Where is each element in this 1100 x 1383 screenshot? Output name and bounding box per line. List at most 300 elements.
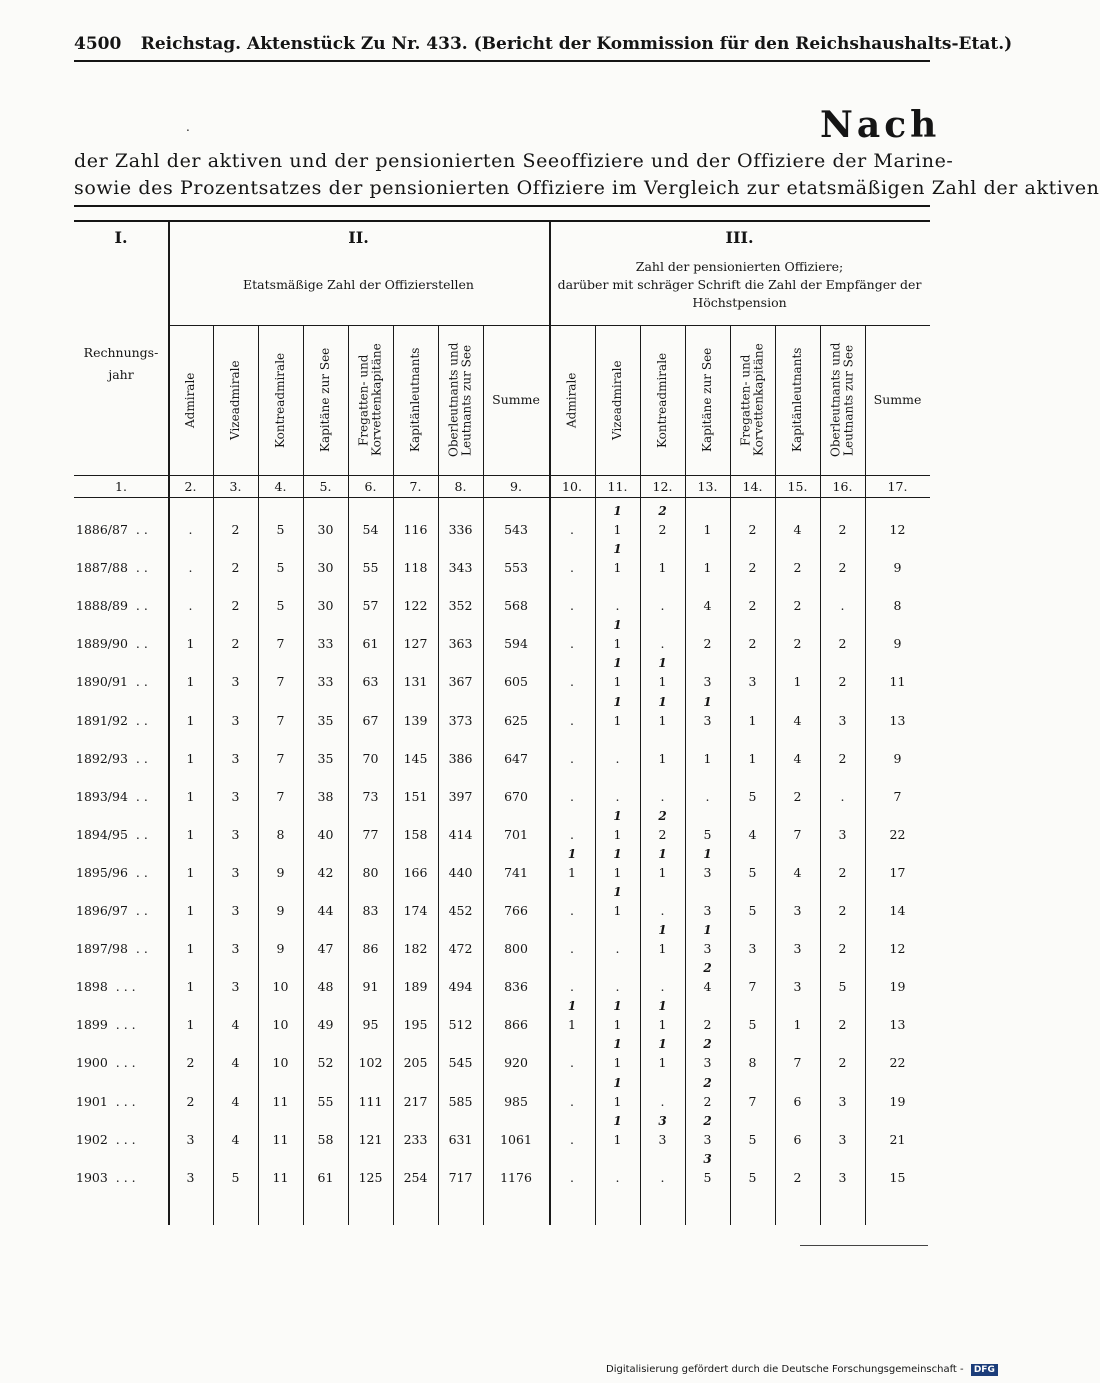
max-pension-count: 1: [658, 846, 667, 861]
table-cell: 30: [317, 522, 334, 537]
page-rule: [74, 60, 930, 62]
col-number: 8.: [454, 479, 467, 494]
table-cell: 6: [793, 1131, 802, 1147]
table-cell: 2: [838, 1017, 847, 1033]
footer-text: Digitalisierung gefördert durch die Deutsche Forschungsgemeinschaft -: [606, 1364, 964, 1375]
table-cell: 10: [272, 1017, 289, 1033]
table-cell: 8: [276, 826, 285, 842]
table-cell: 21: [889, 1131, 906, 1147]
table-cell: 472: [448, 941, 473, 957]
table-cell: 1: [186, 750, 195, 766]
table-cell: .: [570, 636, 574, 652]
table-cell: 4: [231, 1093, 240, 1109]
max-pension-count: 1: [658, 923, 667, 938]
table-cell: 2: [838, 674, 847, 690]
table-cell: 414: [448, 826, 473, 842]
col-number: 4.: [274, 479, 287, 494]
table-cell: 14: [889, 903, 906, 918]
column-rule: [303, 325, 304, 1225]
table-cell: 1: [568, 1017, 576, 1033]
row-year: [76, 522, 164, 537]
max-pension-count: 1: [613, 846, 622, 861]
table-cell: 670: [504, 788, 528, 804]
col-header: Vizeadmirale: [228, 360, 242, 440]
table-cell: 15: [889, 1169, 906, 1185]
max-pension-count: 3: [658, 1113, 667, 1128]
table-cell: 35: [317, 712, 334, 728]
column-rule: [595, 325, 596, 1225]
table-cell: 1: [186, 712, 195, 728]
table-cell: .: [570, 522, 574, 537]
table-cell: 6: [793, 1093, 802, 1109]
table-cell: 2: [231, 522, 240, 537]
table-cell: 363: [448, 636, 473, 652]
table-cell: 3: [658, 1131, 667, 1147]
table-cell: .: [570, 788, 574, 804]
table-cell: 594: [504, 636, 528, 652]
table-cell: .: [660, 1169, 665, 1185]
table-cell: .: [660, 598, 665, 614]
table-cell: 3: [703, 903, 712, 918]
table-cell: 2: [838, 522, 847, 537]
table-cell: 1: [658, 674, 667, 690]
row-year: [76, 713, 164, 728]
col-number: 7.: [409, 479, 422, 494]
table-cell: .: [570, 1169, 574, 1185]
table-cell: 3: [703, 1131, 712, 1147]
table-cell: 3: [748, 941, 757, 957]
year-label: 1890/91: [76, 674, 128, 690]
row-year: [76, 751, 164, 766]
row-year: [76, 827, 164, 842]
table-cell: 2: [703, 636, 712, 652]
max-pension-count: 3: [703, 1151, 712, 1166]
table-cell: 38: [317, 788, 334, 804]
table-cell: 91: [362, 979, 379, 995]
table-cell: 139: [403, 712, 428, 728]
big-title: Nach: [820, 104, 941, 146]
table-cell: 3: [838, 826, 847, 842]
year-label: 1903: [76, 1169, 108, 1185]
table-cell: 205: [403, 1055, 428, 1071]
table-cell: 54: [362, 522, 379, 537]
year-label: 1892/93: [76, 750, 128, 766]
table-cell: 1: [793, 674, 802, 690]
table-cell: 7: [748, 979, 757, 995]
table-cell: 40: [317, 826, 334, 842]
group-header-etat: Etatsmäßige Zahl der Offizierstellen: [243, 277, 474, 292]
table-cell: 9: [893, 636, 902, 652]
table-top-rule: [74, 220, 930, 222]
table-cell: 3: [793, 903, 802, 918]
table-cell: 1: [658, 1055, 667, 1071]
table-cell: 5: [748, 1169, 757, 1185]
table-cell: 131: [403, 674, 428, 690]
table-cell: 2: [748, 560, 757, 576]
table-cell: 145: [403, 750, 428, 766]
row-year: [76, 1055, 164, 1070]
table-cell: 2: [838, 560, 847, 576]
year-leader-dots: . . .: [107, 1169, 136, 1185]
table-cell: 3: [703, 1055, 712, 1071]
col-number: 15.: [787, 479, 808, 494]
table-cell: 397: [448, 788, 473, 804]
table-cell: 13: [889, 1017, 906, 1033]
table-cell: 4: [703, 979, 712, 995]
table-cell: 5: [703, 826, 712, 842]
year-label: 1887/88: [76, 560, 128, 576]
col-number: 10.: [562, 479, 582, 494]
table-cell: 102: [358, 1055, 383, 1071]
col-number: 6.: [364, 479, 377, 494]
table-cell: 182: [403, 941, 428, 957]
table-cell: .: [570, 979, 574, 995]
col-header: Kontreadmirale: [655, 352, 669, 448]
max-pension-count: 1: [613, 885, 622, 899]
table-cell: 1: [658, 1017, 667, 1033]
col-header: Kontreadmirale: [273, 352, 287, 448]
table-cell: .: [615, 941, 620, 957]
col-number-rule-top: [74, 475, 930, 476]
year-label: 1888/89: [76, 598, 128, 614]
table-cell: .: [660, 1093, 665, 1109]
year-leader-dots: . . .: [107, 1055, 136, 1071]
table-cell: 2: [748, 522, 757, 537]
table-cell: .: [188, 522, 193, 537]
col-number: 3.: [229, 479, 242, 494]
max-pension-count: 1: [658, 1037, 667, 1052]
table-cell: 55: [317, 1093, 334, 1109]
year-label: 1893/94: [76, 788, 128, 804]
table-cell: 5: [231, 1169, 240, 1185]
row-year: [76, 560, 164, 575]
max-pension-count: 1: [613, 999, 622, 1014]
table-cell: 545: [448, 1055, 473, 1071]
table-cell: 1: [568, 864, 576, 880]
year-leader-dots: . .: [127, 750, 148, 766]
max-pension-count: 1: [613, 1113, 622, 1128]
column-rule: [348, 325, 349, 1225]
table-cell: 3: [186, 1131, 195, 1147]
table-cell: .: [660, 788, 665, 804]
max-pension-count: 2: [703, 1113, 712, 1128]
table-cell: 741: [504, 864, 528, 880]
year-label: 1896/97: [76, 903, 128, 918]
table-cell: 9: [276, 941, 285, 957]
table-cell: .: [570, 712, 574, 728]
table-cell: 70: [362, 750, 379, 766]
year-label: 1894/95: [76, 826, 128, 842]
table-cell: 233: [403, 1131, 428, 1147]
max-pension-count: 1: [613, 656, 622, 671]
table-cell: 52: [317, 1055, 334, 1071]
table-cell: 1: [186, 674, 195, 690]
table-cell: 127: [403, 636, 428, 652]
table-cell: 254: [403, 1169, 428, 1185]
section-numeral: I.: [114, 228, 128, 247]
max-pension-count: 1: [613, 618, 622, 633]
bottom-short-rule: [800, 1245, 928, 1246]
stray-dot: .: [186, 120, 190, 134]
year-label: 1898: [76, 979, 108, 995]
table-cell: 2: [748, 598, 757, 614]
max-pension-count: 2: [658, 808, 667, 823]
table-cell: 7: [276, 636, 285, 652]
table-cell: 122: [403, 598, 428, 614]
table-cell: 3: [838, 1131, 847, 1147]
table-cell: 512: [448, 1017, 473, 1033]
max-pension-count: 1: [613, 808, 622, 823]
table-cell: 30: [317, 560, 334, 576]
column-rule: [393, 325, 394, 1225]
table-cell: 118: [403, 560, 428, 576]
column-rule: [775, 325, 776, 1225]
table-cell: 8: [893, 598, 902, 614]
max-pension-count: 1: [658, 656, 667, 671]
max-pension-count: 1: [613, 1037, 622, 1052]
subtitle-line-1: der Zahl der aktiven und der pensionierten Seeoffiziere und der Offiziere der Marine-: [74, 150, 954, 172]
max-pension-count: 1: [613, 694, 622, 709]
dfg-logo: DFG: [971, 1364, 998, 1376]
table-cell: 4: [793, 522, 802, 537]
table-cell: .: [660, 636, 665, 652]
table-cell: 11: [272, 1169, 289, 1185]
table-cell: 1: [186, 864, 195, 880]
table-cell: 9: [893, 560, 902, 576]
row-year: [76, 1017, 164, 1032]
col-header-summe: Summe: [873, 392, 922, 407]
table-cell: 3: [231, 864, 240, 880]
table-cell: .: [570, 674, 574, 690]
running-head-text: Reichstag. Aktenstück Zu Nr. 433. (Bericht der Kommission für den Reichshaushalts-Etat.): [140, 34, 1013, 54]
table-cell: 1: [703, 560, 712, 576]
col-number: 13.: [697, 479, 718, 494]
year-column-header: Rechnungs- jahr: [83, 345, 159, 382]
table-cell: 42: [317, 864, 334, 880]
table-cell: 1: [613, 560, 622, 576]
table-cell: 57: [362, 598, 379, 614]
table-cell: 4: [793, 864, 802, 880]
table-cell: 1061: [500, 1131, 532, 1147]
max-pension-count: 1: [567, 999, 577, 1014]
table-cell: 3: [838, 712, 847, 728]
table-cell: 585: [448, 1093, 473, 1109]
table-cell: 4: [231, 1017, 240, 1033]
table-cell: 3: [231, 712, 240, 728]
table-cell: 1: [186, 826, 195, 842]
col-header: Kapitänleutnants: [790, 347, 804, 453]
year-label: 1899: [76, 1017, 108, 1033]
year-label: 1897/98: [76, 941, 128, 957]
table-cell: 121: [358, 1131, 383, 1147]
col-header: Admirale: [183, 372, 197, 428]
table-cell: 373: [448, 712, 473, 728]
table-cell: 7: [276, 750, 285, 766]
year-leader-dots: . . .: [107, 1131, 136, 1147]
table-cell: 151: [403, 788, 428, 804]
max-pension-count: 1: [658, 999, 667, 1014]
column-rule: [685, 325, 686, 1225]
table-cell: 125: [358, 1169, 383, 1185]
table-cell: 3: [231, 979, 240, 995]
year-label: 1895/96: [76, 864, 128, 880]
table-cell: 8: [748, 1055, 757, 1071]
column-rule: [483, 325, 484, 1225]
table-cell: 1: [613, 674, 622, 690]
section-numeral: III.: [725, 228, 754, 247]
year-leader-dots: . .: [127, 903, 148, 918]
table-cell: 189: [403, 979, 428, 995]
table-cell: 11: [272, 1131, 289, 1147]
table-cell: 2: [793, 1169, 802, 1185]
table-cell: 1: [658, 941, 667, 957]
table-cell: 605: [504, 674, 528, 690]
table-cell: 336: [448, 522, 473, 537]
col-number-rule-bottom: [74, 497, 930, 498]
table-cell: 3: [231, 826, 240, 842]
table-cell: .: [615, 750, 620, 766]
table-cell: 2: [838, 636, 847, 652]
table-cell: 55: [362, 560, 379, 576]
max-pension-count: 1: [703, 694, 712, 709]
table-cell: 1: [613, 1131, 622, 1147]
table-cell: 2: [658, 826, 667, 842]
table-cell: 386: [448, 750, 473, 766]
table-cell: .: [570, 1055, 574, 1071]
row-year: [76, 1094, 164, 1109]
table-cell: .: [840, 598, 845, 614]
table-cell: 11: [889, 674, 906, 690]
table-cell: 1: [613, 903, 622, 918]
column-rule: [213, 325, 214, 1225]
table-cell: 625: [504, 712, 528, 728]
col-header-summe: Summe: [492, 392, 540, 407]
table-cell: 766: [504, 903, 528, 918]
table-cell: 5: [748, 864, 757, 880]
table-cell: 367: [448, 674, 473, 690]
table-cell: 49: [317, 1017, 334, 1033]
table-cell: 1: [613, 826, 622, 842]
table-cell: 7: [748, 1093, 757, 1109]
col-number: 17.: [887, 479, 908, 494]
table-cell: 553: [504, 560, 528, 576]
max-pension-count: 1: [613, 542, 622, 557]
table-cell: 866: [504, 1017, 528, 1033]
table-cell: 67: [362, 712, 379, 728]
table-cell: 1: [613, 1055, 622, 1071]
table-cell: 2: [748, 636, 757, 652]
max-pension-count: 2: [703, 1037, 712, 1052]
table-cell: 4: [231, 1131, 240, 1147]
table-cell: 7: [276, 712, 285, 728]
table-cell: 800: [504, 941, 528, 957]
table-cell: 3: [838, 1093, 847, 1109]
table-cell: .: [570, 903, 574, 918]
table-cell: 73: [362, 788, 379, 804]
table-cell: 2: [838, 941, 847, 957]
table-cell: 2: [793, 560, 802, 576]
table-cell: 3: [838, 1169, 847, 1185]
table-cell: 543: [504, 522, 528, 537]
table-cell: 2: [838, 864, 847, 880]
table-cell: 568: [504, 598, 528, 614]
table-cell: 1: [186, 979, 195, 995]
table-cell: 1: [613, 1093, 622, 1109]
table-cell: 2: [703, 1017, 712, 1033]
year-leader-dots: . .: [127, 788, 148, 804]
col-number: 16.: [832, 479, 853, 494]
table-cell: 1: [793, 1017, 802, 1033]
table-cell: 35: [317, 750, 334, 766]
running-head: [74, 34, 1013, 54]
table-cell: 5: [748, 1017, 757, 1033]
year-leader-dots: . .: [127, 941, 148, 957]
table-cell: 3: [231, 788, 240, 804]
col-header: Kapitäne zur See: [700, 347, 714, 453]
column-rule: [258, 325, 259, 1225]
table-cell: 452: [448, 903, 473, 918]
table-cell: 717: [448, 1169, 473, 1185]
col-header: Kapitänleutnants: [408, 347, 422, 453]
table-cell: 13: [889, 712, 906, 728]
table-cell: 1: [658, 712, 667, 728]
max-pension-count: 2: [658, 504, 667, 518]
table-cell: 63: [362, 674, 379, 690]
row-year: [76, 1132, 164, 1147]
column-rule: [865, 325, 866, 1225]
table-cell: 116: [403, 522, 428, 537]
column-rule: [730, 325, 731, 1225]
table-cell: .: [705, 788, 710, 804]
max-pension-count: 2: [703, 961, 712, 976]
table-cell: 1: [613, 522, 622, 537]
table-cell: .: [570, 598, 574, 614]
table-cell: 1: [613, 864, 622, 880]
table-cell: 33: [317, 674, 334, 690]
table-cell: 701: [504, 826, 528, 842]
table-cell: 48: [317, 979, 334, 995]
max-pension-count: 1: [703, 923, 712, 938]
year-label: 1889/90: [76, 636, 128, 652]
table-cell: 9: [893, 750, 902, 766]
row-year: [76, 903, 164, 918]
table-cell: 3: [748, 674, 757, 690]
col-header: Admirale: [564, 372, 579, 428]
table-cell: 647: [504, 750, 528, 766]
row-year: [76, 941, 164, 956]
table-cell: 19: [889, 979, 906, 995]
col-number: 12.: [652, 479, 673, 494]
table-cell: 2: [838, 903, 847, 918]
table-cell: 7: [893, 788, 902, 804]
title-rule: [74, 205, 930, 207]
column-rule: [820, 325, 821, 1225]
row-year: [76, 598, 164, 613]
table-cell: 7: [793, 826, 802, 842]
table-cell: 33: [317, 636, 334, 652]
row-year: [76, 789, 164, 804]
table-cell: .: [660, 979, 665, 995]
col-header: Fregatten- und Korvettenkapitäne: [738, 343, 766, 457]
table-cell: 2: [838, 1055, 847, 1071]
table-cell: 12: [889, 941, 906, 957]
table-cell: .: [615, 979, 620, 995]
table-cell: 158: [403, 826, 428, 842]
max-pension-count: 1: [703, 846, 712, 861]
table-cell: 7: [276, 674, 285, 690]
table-cell: 47: [317, 941, 334, 957]
table-cell: .: [615, 788, 620, 804]
